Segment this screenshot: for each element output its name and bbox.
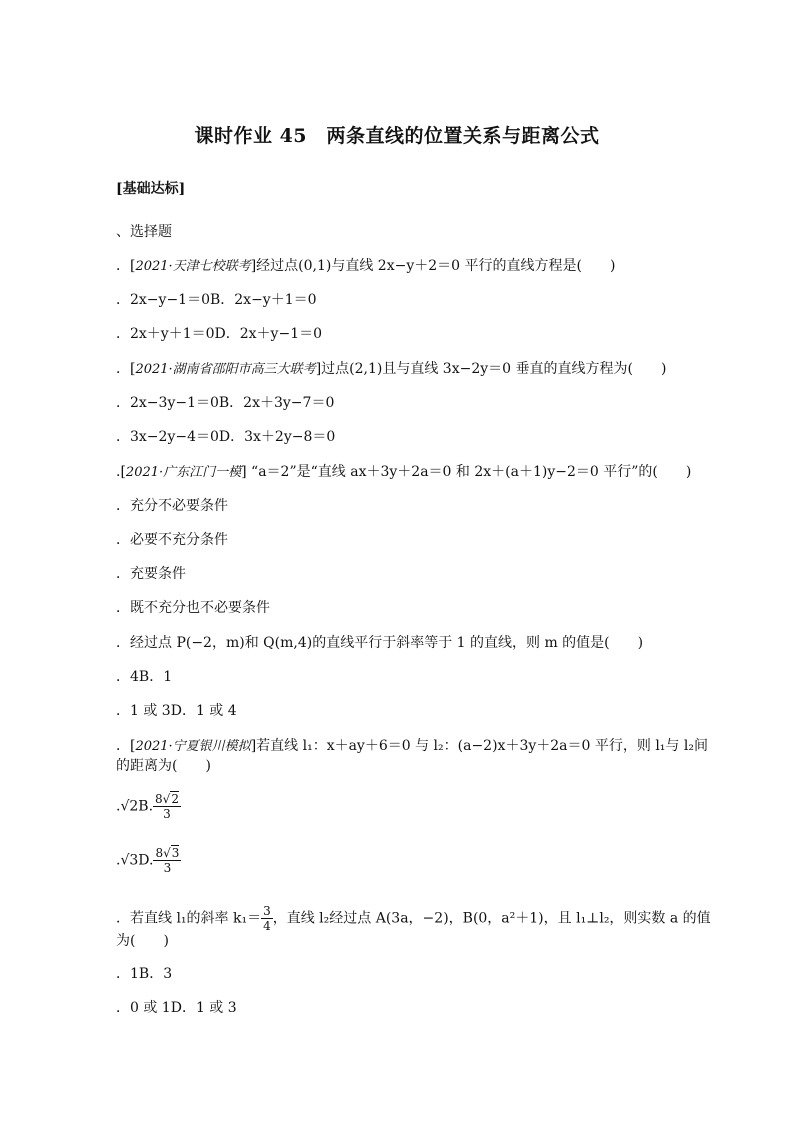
question-3-source: 2021·广东江门一模: [125, 465, 242, 480]
question-3-option-d: ．既不充分也不必要条件: [116, 600, 270, 616]
question-6-options-ab: ．1B．3: [116, 966, 173, 982]
question-1-options-cd: ．2x＋y＋1＝0D．2x＋y−1＝0: [116, 326, 323, 342]
option-d-fraction: $\frac{8√3}{3}$: [155, 846, 180, 875]
watermark: [604, 740, 613, 765]
option-b-fraction: $\frac{8√2}{3}$: [155, 792, 179, 821]
question-1-stem: ．[2021·天津七校联考]经过点(0,1)与直线 2x−y＋2＝0 平行的直线方程是( ): [116, 258, 616, 274]
slope-fraction: $\frac{3}{4}$: [263, 904, 271, 933]
question-5-options-ab: .√2B. $\frac{8√2}{3}$: [116, 792, 179, 821]
question-2-options-cd: ．3x−2y−4＝0D．3x＋2y−8＝0: [116, 429, 336, 445]
question-4-options-cd: ．1 或 3D．1 或 4: [116, 703, 237, 719]
question-3-stem: .[2021·广东江门一模] “a＝2”是“直线 ax＋3y＋2a＝0 和 2x＋(a＋1)y−2＝0 平行”的( ): [116, 464, 692, 480]
question-3-option-c: ．充要条件: [116, 566, 186, 582]
question-3-option-b: ．必要不充分条件: [116, 532, 228, 548]
question-4-options-ab: ．4B．1: [116, 669, 173, 685]
question-5-source: 2021·宁夏银川模拟: [135, 739, 251, 754]
option-a-value: √2: [120, 798, 139, 815]
page-title: 课时作业 45 两条直线的位置关系与距离公式: [194, 125, 600, 147]
question-5-stem: ．[2021·宁夏银川模拟]若直线 l₁：x＋ay＋6＝0 与 l₂：(a−2)x＋3y＋2a＝0 平行，则 l₁与 l₂间: [116, 738, 708, 754]
question-1-options-ab: ．2x−y−1＝0B．2x−y＋1＝0: [116, 292, 317, 308]
question-5-options-cd: .√3D. $\frac{8√3}{3}$: [116, 846, 180, 875]
question-type-heading: 、选择题: [116, 224, 172, 240]
question-3-option-a: ．充分不必要条件: [116, 498, 228, 514]
question-2-stem: ．[2021·湖南省邵阳市高三大联考]过点(2,1)且与直线 3x−2y＝0 垂直的直线方程为( ): [116, 361, 667, 377]
question-4-stem: ．经过点 P(−2，m)和 Q(m,4)的直线平行于斜率等于 1 的直线，则 m 的值是( ): [116, 635, 644, 651]
question-5-stem-continued: 的距离为( ): [116, 758, 211, 774]
question-6-stem-continued: 为( ): [116, 933, 169, 949]
question-1-source: 2021·天津七校联考: [135, 259, 251, 274]
question-6-stem: ．若直线 l₁的斜率 k₁＝ $\frac{3}{4}$ ，直线 l₂经过点 A(3a，−2)，B(0，a²＋1)，且 l₁⊥l₂，则实数 a 的值: [116, 904, 711, 933]
question-6-options-cd: ．0 或 1D．1 或 3: [116, 1000, 237, 1016]
option-c-value: √3: [120, 852, 139, 869]
section-heading: [基础达标]: [116, 181, 186, 197]
question-2-source: 2021·湖南省邵阳市高三大联考: [135, 362, 316, 377]
question-2-options-ab: ．2x−3y−1＝0B．2x＋3y−7＝0: [116, 395, 335, 411]
